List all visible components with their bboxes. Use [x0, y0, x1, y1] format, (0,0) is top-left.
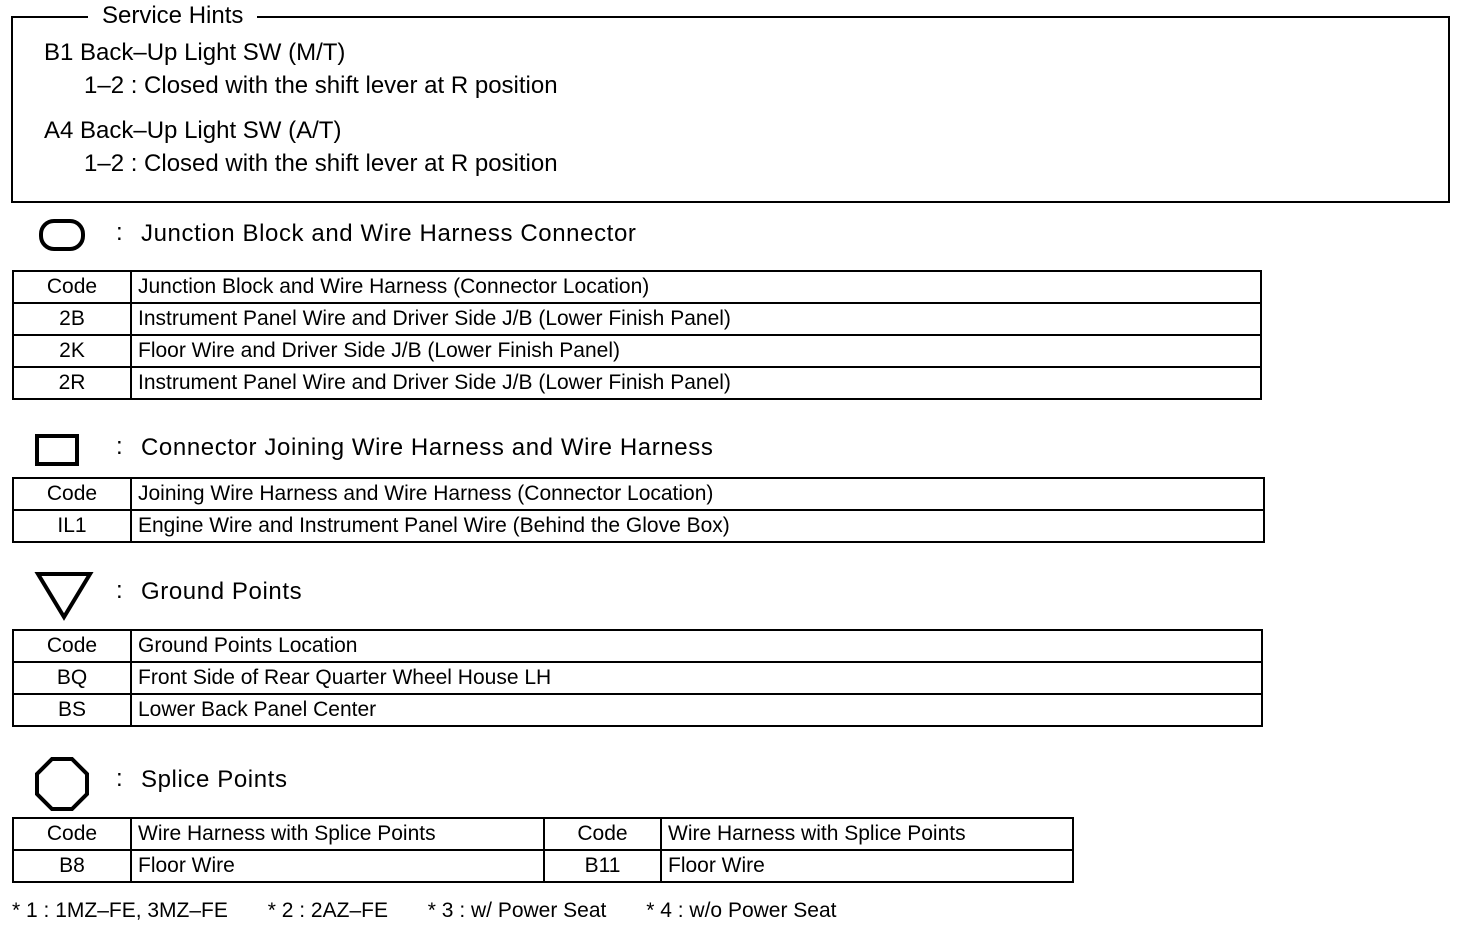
footnote: * 3 : w/ Power Seat: [427, 899, 607, 922]
rectangle-icon: [34, 433, 80, 467]
code-cell: 2B: [13, 303, 131, 335]
location-cell: Engine Wire and Instrument Panel Wire (Behind the Glove Box): [131, 510, 1264, 542]
table-row: [13, 850, 1073, 882]
ground-table: [12, 629, 1263, 727]
table-header-row: [13, 818, 1073, 850]
rounded-rectangle-icon: [38, 218, 86, 252]
ground-heading: Ground Points: [141, 578, 303, 605]
symbol-colon: :: [116, 219, 124, 246]
code-cell: B8: [13, 850, 131, 882]
location-cell: Floor Wire and Driver Side J/B (Lower Finish Panel): [131, 335, 1261, 367]
harness-cell: Floor Wire: [131, 850, 544, 882]
table-row: [13, 303, 1261, 335]
footnote: * 1 : 1MZ–FE, 3MZ–FE: [12, 899, 228, 922]
table-row: [13, 694, 1262, 726]
location-cell: Instrument Panel Wire and Driver Side J/B (Lower Finish Panel): [131, 367, 1261, 399]
symbol-colon: :: [116, 433, 124, 460]
code-cell: B11: [544, 850, 661, 882]
code-cell: BQ: [13, 662, 131, 694]
footnotes: [12, 898, 871, 924]
symbol-colon: :: [116, 577, 124, 604]
table-row: [13, 510, 1264, 542]
code-cell: 2R: [13, 367, 131, 399]
column-header: Joining Wire Harness and Wire Harness (Connector Location): [131, 478, 1264, 510]
table-header-row: [13, 630, 1262, 662]
column-header: Junction Block and Wire Harness (Connector Location): [131, 271, 1261, 303]
symbol-colon: :: [116, 765, 124, 792]
column-header: Wire Harness with Splice Points: [131, 818, 544, 850]
location-cell: Instrument Panel Wire and Driver Side J/B (Lower Finish Panel): [131, 303, 1261, 335]
table-row: [13, 367, 1261, 399]
code-cell: 2K: [13, 335, 131, 367]
junction-heading: Junction Block and Wire Harness Connector: [141, 220, 637, 247]
column-header: Code: [13, 478, 131, 510]
service-hints-title: Service Hints: [88, 2, 257, 30]
down-triangle-icon: [34, 570, 94, 622]
octagon-icon: [34, 756, 90, 812]
footnote: * 2 : 2AZ–FE: [267, 899, 388, 922]
table-row: [13, 662, 1262, 694]
hint-detail: 1–2 : Closed with the shift lever at R position: [84, 72, 558, 99]
hint-component: B1 Back–Up Light SW (M/T): [44, 39, 346, 66]
hint-detail: 1–2 : Closed with the shift lever at R position: [84, 150, 558, 177]
table-row: [13, 335, 1261, 367]
junction-table: [12, 270, 1262, 400]
column-header: Ground Points Location: [131, 630, 1262, 662]
column-header: Code: [13, 630, 131, 662]
code-cell: BS: [13, 694, 131, 726]
splice-heading: Splice Points: [141, 766, 288, 793]
splice-table: [12, 817, 1074, 883]
column-header: Code: [544, 818, 661, 850]
hint-component: A4 Back–Up Light SW (A/T): [44, 117, 342, 144]
table-header-row: [13, 271, 1261, 303]
location-cell: Front Side of Rear Quarter Wheel House LH: [131, 662, 1262, 694]
column-header: Code: [13, 818, 131, 850]
column-header: Wire Harness with Splice Points: [661, 818, 1073, 850]
joining-table: [12, 477, 1265, 543]
location-cell: Lower Back Panel Center: [131, 694, 1262, 726]
table-header-row: [13, 478, 1264, 510]
footnote: * 4 : w/o Power Seat: [646, 899, 837, 922]
code-cell: IL1: [13, 510, 131, 542]
harness-cell: Floor Wire: [661, 850, 1073, 882]
joining-heading: Connector Joining Wire Harness and Wire Harness: [141, 434, 714, 461]
column-header: Code: [13, 271, 131, 303]
